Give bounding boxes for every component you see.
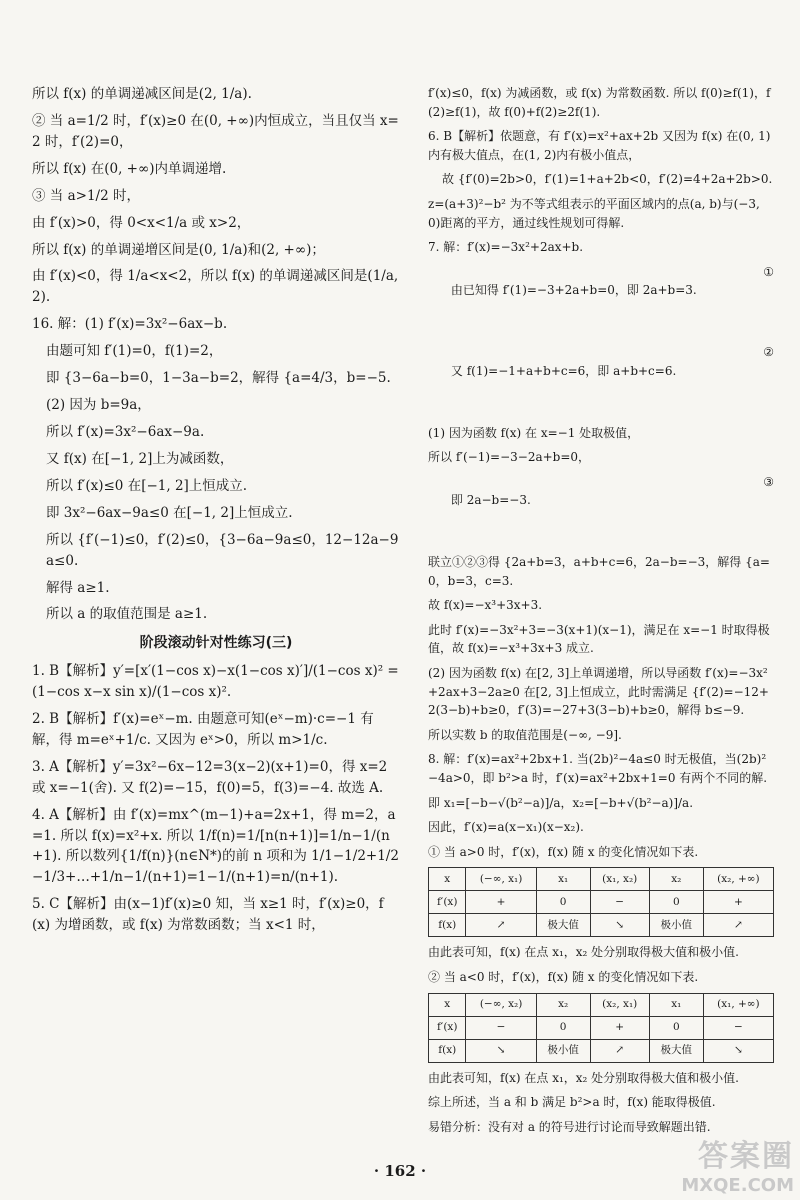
text-line: f′(x)≤0，f(x) 为减函数，或 f(x) 为常数函数. 所以 f(0)≥f(1)，f(2)≥f(1)，故 f(0)+f(2)≥2f(1). — [428, 86, 771, 119]
table-cell: + — [466, 891, 536, 914]
numbered-equation — [428, 343, 774, 417]
answer-item: 4. A【解析】由 f′(x)=mx^(m−1)+a=2x+1，得 m=2，a=1. 所以 f(x)=x²+x. 所以 1/f(n)=1/[n(n+1)]=1/n−1/(n+1). 所以数列{1/f(n)}(n∈N*)的前 n 项和为 1/1−1/2+1/2−1/3+…+1/n−1/(n+1)=1−1/(n+1)=n/(n+1). — [32, 806, 399, 886]
table-cell: f′(x) — [429, 1016, 466, 1039]
table-cell: 0 — [649, 1016, 703, 1039]
table-cell: 极大值 — [649, 1039, 703, 1062]
answer-item: 3. A【解析】y′=3x²−6x−12=3(x−2)(x+1)=0，得 x=2 或 x=−1(舍). 又 f(2)=−15，f(0)=5，f(3)=−4. 故选 A. — [32, 758, 392, 796]
equation-text: 由已知得 f′(1)=−3+2a+b=0，即 2a+b=3. — [450, 283, 697, 298]
table-cell: 极小值 — [649, 914, 703, 937]
table-cell: + — [590, 1016, 649, 1039]
table-cell: 0 — [536, 1016, 590, 1039]
problem-16-title: 16. 解：(1) f′(x)=3x²−6ax−b. — [32, 316, 228, 333]
answer-item: 6. B【解析】依题意，有 f′(x)=x²+ax+2b 又因为 f(x) 在(0, 1)内有极大值点，在(1, 2)内有极小值点， — [428, 129, 771, 162]
table-cell: (x₂, x₁) — [590, 993, 649, 1016]
numbered-equation — [428, 263, 774, 337]
table-cell: (x₁, x₂) — [590, 868, 649, 891]
variation-table-a-positive — [428, 867, 774, 937]
text-line: 所以实数 b 的取值范围是(−∞, −9]. — [428, 727, 622, 742]
table-cell: x₁ — [649, 993, 703, 1016]
variation-table-a-negative — [428, 993, 774, 1063]
text-line: 所以 f(x) 在(0, +∞)内单调递增. — [32, 160, 227, 177]
text-line: 由此表可知，f(x) 在点 x₁，x₂ 处分别取得极大值和极小值. — [428, 945, 739, 960]
equation-number: ① — [763, 264, 774, 279]
equation-number: ② — [763, 345, 774, 360]
text-line: 此时 f′(x)=−3x²+3=−3(x+1)(x−1)，满足在 x=−1 时取得极值，故 f(x)=−x³+3x+3 成立. — [428, 622, 770, 656]
table-cell: x — [429, 868, 466, 891]
text-line: 故 f(x)=−x³+3x+3. — [428, 598, 543, 613]
table-row — [429, 1039, 774, 1062]
text-line: z=(a+3)²−b² 为不等式组表示的平面区域内的点(a, b)与(−3, 0)距离的平方，通过线性规划可得解. — [428, 196, 764, 230]
text-line: 所以 f(x) 的单调递减区间是(2, 1/a). — [32, 86, 252, 102]
table-cell: x₁ — [536, 868, 590, 891]
equation-text: 即 2a−b=−3. — [450, 493, 531, 508]
table-cell: ↘ — [466, 1039, 536, 1062]
text-line: 综上所述，当 a 和 b 满足 b²>a 时，f(x) 能取得极值. — [428, 1095, 716, 1110]
text-line: ② 当 a=1/2 时，f′(x)≥0 在(0, +∞)内恒成立，当且仅当 x=2 时，f′(2)=0， — [32, 112, 399, 150]
table-cell: (x₂, +∞) — [703, 868, 773, 891]
table-cell: (−∞, x₂) — [466, 993, 536, 1016]
table-row — [429, 891, 774, 914]
table-row — [429, 1016, 774, 1039]
text-line: (2) 因为 b=9a， — [46, 397, 151, 414]
table-cell: f(x) — [429, 914, 466, 937]
table-cell: + — [703, 891, 773, 914]
answer-item: 2. B【解析】f′(x)=eˣ−m. 由题意可知(eˣ−m)·c=−1 有解，得 m=eˣ+1/c. 又因为 eˣ>0，所以 m>1/c. — [32, 710, 374, 748]
text-line: 由此表可知，f(x) 在点 x₁，x₂ 处分别取得极大值和极小值. — [428, 1070, 739, 1085]
equation-system: 即 {3−6a−b=0，1−3a−b=2，解得 {a=4/3，b=−5. — [46, 370, 391, 387]
table-cell: ↗ — [590, 1039, 649, 1062]
text-line: 又 f(x) 在[−1, 2]上为减函数， — [46, 450, 234, 467]
text-line: 因此，f′(x)=a(x−x₁)(x−x₂). — [428, 820, 584, 835]
table-row — [429, 868, 774, 891]
table-row — [429, 993, 774, 1016]
equation-system: 所以 {f′(−1)≤0，f′(2)≤0，{3−6a−9a≤0，12−12a−9a≤0. — [46, 531, 399, 569]
text-line: 由题可知 f′(1)=0，f(1)=2， — [46, 343, 223, 360]
table-cell: f(x) — [429, 1039, 466, 1062]
error-analysis: 易错分析：没有对 a 的符号进行讨论而导致解题出错. — [428, 1119, 711, 1134]
text-line: (2) 因为函数 f(x) 在[2, 3]上单调递增，所以导函数 f′(x)=−3x²+2ax+3−2a≥0 在[2, 3]上恒成立，此时需满足 {f′(2)=−12+2(3−b)+b≥0，f′(3)=−27+3(3−b)+b≥0，解得 b≤−9. — [428, 666, 769, 718]
table-cell: ↘ — [590, 914, 649, 937]
numbered-equation — [428, 473, 774, 547]
answer-item: 5. C【解析】由(x−1)f′(x)≥0 知，当 x≥1 时，f′(x)≥0，f(x) 为增函数，或 f(x) 为常数函数；当 x<1 时， — [32, 896, 384, 934]
table-cell: 极小值 — [536, 1039, 590, 1062]
answer-item: 1. B【解析】y′=[x′(1−cos x)−x(1−cos x)′]/(1−cos x)² = (1−cos x−x sin x)/(1−cos x)². — [32, 663, 404, 700]
table-cell: − — [466, 1016, 536, 1039]
text-line: 解得 a≥1. — [46, 579, 110, 596]
text-line: 所以 f′(x)≤0 在[−1, 2]上恒成立. — [46, 477, 248, 494]
watermark-url: MXQE.COM — [681, 1175, 794, 1196]
table-cell: 0 — [536, 891, 590, 914]
page-number: · 162 · — [373, 1162, 427, 1180]
left-column — [32, 84, 404, 942]
text-line: 所以 a 的取值范围是 a≥1. — [46, 606, 208, 623]
text-line: 所以 f′(−1)=−3−2a+b=0， — [428, 450, 591, 465]
equation-number: ③ — [763, 474, 774, 489]
table-cell: − — [590, 891, 649, 914]
watermark — [681, 1131, 794, 1196]
text-line: ① 当 a>0 时，f′(x)，f(x) 随 x 的变化情况如下表. — [428, 844, 699, 859]
text-line: ③ 当 a>1/2 时， — [32, 187, 140, 204]
section-title: 阶段滚动针对性练习(三) — [139, 635, 293, 652]
equation-text: 又 f(1)=−1+a+b+c=6，即 a+b+c=6. — [450, 363, 677, 378]
text-line: 即 x₁=[−b−√(b²−a)]/a，x₂=[−b+√(b²−a)]/a. — [428, 795, 694, 810]
inequality-system: 故 {f′(0)=2b>0，f′(1)=1+a+2b<0，f′(2)=4+2a+2b>0. — [442, 172, 773, 187]
table-cell: (x₁, +∞) — [703, 993, 773, 1016]
text-line: 即 3x²−6ax−9a≤0 在[−1, 2]上恒成立. — [46, 504, 293, 521]
table-cell: − — [703, 1016, 773, 1039]
table-cell: 极大值 — [536, 914, 590, 937]
table-cell: 0 — [649, 891, 703, 914]
table-row — [429, 914, 774, 937]
text-line: ② 当 a<0 时，f′(x)，f(x) 随 x 的变化情况如下表. — [428, 969, 699, 984]
problem-7-title: 7. 解：f′(x)=−3x²+2ax+b. — [428, 240, 584, 255]
right-column — [428, 84, 774, 1142]
table-cell: f′(x) — [429, 891, 466, 914]
text-line: 所以 f(x) 的单调递增区间是(0, 1/a)和(2, +∞)； — [32, 241, 325, 258]
table-cell: x₂ — [536, 993, 590, 1016]
table-cell: ↗ — [703, 914, 773, 937]
table-cell: x — [429, 993, 466, 1016]
table-cell: (−∞, x₁) — [466, 868, 536, 891]
text-line: 所以 f′(x)=3x²−6ax−9a. — [46, 423, 205, 440]
equation-system: 联立①②③得 {2a+b=3，a+b+c=6，2a−b=−3，解得 {a=0，b=3，c=3. — [428, 555, 770, 588]
text-line: 由 f′(x)>0，得 0<x<1/a 或 x>2， — [32, 214, 251, 231]
text-line: (1) 因为函数 f(x) 在 x=−1 处取极值， — [428, 425, 640, 440]
problem-8-title: 8. 解：f′(x)=ax²+2bx+1. 当(2b)²−4a≤0 时无极值，当(2b)²−4a>0，即 b²>a 时，f′(x)=ax²+2bx+1=0 有两个不同的解. — [428, 752, 768, 785]
text-line: 由 f′(x)<0，得 1/a<x<2，所以 f(x) 的单调递减区间是(1/a, 2). — [32, 268, 403, 306]
table-cell: x₂ — [649, 868, 703, 891]
table-cell: ↗ — [466, 914, 536, 937]
table-cell: ↘ — [703, 1039, 773, 1062]
watermark-logo-text: 答案圈 — [698, 1139, 794, 1174]
